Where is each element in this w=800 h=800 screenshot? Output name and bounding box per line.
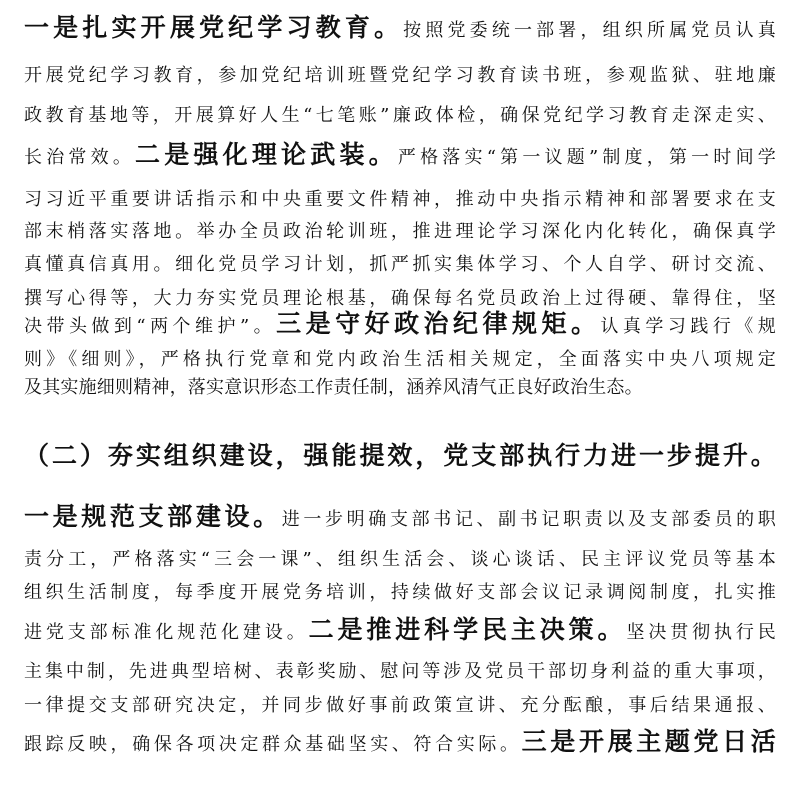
heading-4: 一是规范支部建设。	[24, 503, 282, 531]
text-line: 习习近平重要讲话指示和中央重要文件精神，推动中央指示精神和部署要求在支	[24, 189, 776, 210]
text-line: 及其实施细则精神，落实意识形态工作责任制，涵养风清气正良好政治生态。	[24, 377, 643, 398]
text-line: 责分工，严格落实“三会一课”、组织生活会、谈心谈话、民主评议党员等基本	[24, 549, 776, 570]
text-line: 长治常效。二是强化理论武装。严格落实“第一议题”制度，第一时间学	[24, 141, 776, 169]
text-line: 一律提交支部研究决定，并同步做好事前政策宣讲、充分酝酿，事后结果通报、	[24, 695, 776, 716]
text-line: 政教育基地等，开展算好人生“七笔账”廉政体检，确保党纪学习教育走深走实、	[24, 105, 776, 126]
heading-5: 二是推进科学民主决策。	[308, 616, 627, 644]
text-line: 则》《细则》，严格执行党章和党内政治生活相关规定，全面落实中央八项规定	[24, 349, 776, 370]
heading-3: 三是守好政治纪律规矩。	[276, 310, 601, 338]
text-line: 撰写心得等，大力夯实党员理论根基，确保每名党员政治上过得硬、靠得住，坚	[24, 288, 776, 309]
text-line: 组织生活制度，每季度开展党务培训，持续做好支部会议记录调阅制度，扎实推	[24, 582, 776, 603]
text-line: 主集中制，先进典型培树、表彰奖励、慰问等涉及党员干部切身利益的重大事项，	[24, 661, 776, 682]
text-line: 真懂真信真用。细化党员学习计划，抓严抓实集体学习、个人自学、研讨交流、	[24, 254, 776, 275]
text-line: 一是规范支部建设。进一步明确支部书记、副书记职责以及支部委员的职	[24, 503, 776, 531]
text-line: 一是扎实开展党纪学习教育。按照党委统一部署，组织所属党员认真	[24, 14, 776, 42]
text-line: 进党支部标准化规范化建设。二是推进科学民主决策。坚决贯彻执行民	[24, 616, 776, 644]
heading-1: 一是扎实开展党纪学习教育。	[24, 14, 404, 42]
heading-6: 三是开展主题党日活	[521, 728, 776, 756]
text-line: 开展党纪学习教育，参加党纪培训班暨党纪学习教育读书班，参观监狱、驻地廉	[24, 65, 776, 86]
heading-2: 二是强化理论武装。	[135, 141, 398, 169]
text-line: 决带头做到“两个维护”。三是守好政治纪律规矩。认真学习践行《规	[24, 310, 776, 338]
text-line: 部末梢落实落地。举办全员政治轮训班，推进理论学习深化内化转化，确保真学	[24, 221, 776, 242]
text-line: 跟踪反映，确保各项决定群众基础坚实、符合实际。三是开展主题党日活	[24, 728, 776, 756]
section-heading: （二）夯实组织建设，强能提效，党支部执行力进一步提升。	[24, 442, 776, 470]
